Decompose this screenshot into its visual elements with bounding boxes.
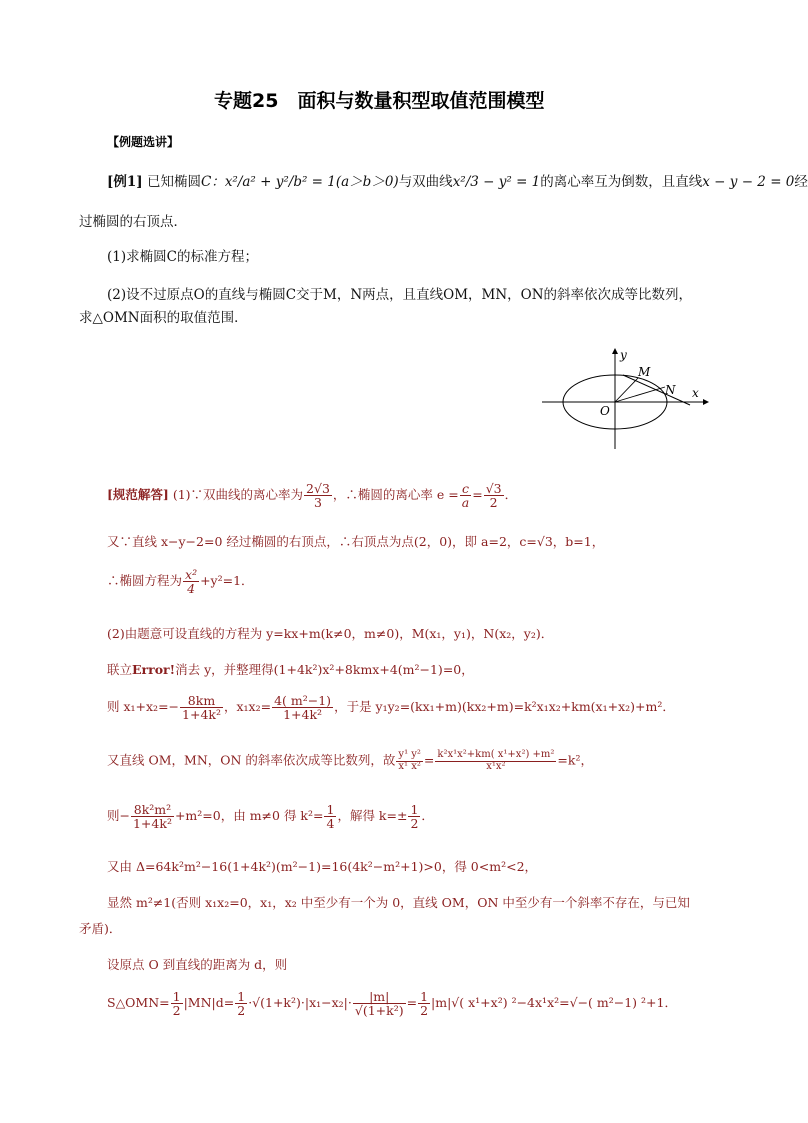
solution-line-4: (2)由题意可设直线的方程为 y=kx+m(k≠0，m≠0)，M(x₁，y₁)，N(x₂，y₂)． — [107, 626, 554, 641]
example-text-h: 经 — [794, 174, 808, 190]
solution-line-6: 则 x₁+x₂=− $\frac{8km}{\text{1+4k²}}$ ，x₁x₂= $\frac{\text{4( m²−1)}}{\text{1+4k²}}$ ，于是 y₁y₂=(kx₁+m)(kx₂+m)=k²x₁x₂+km(x₁+x₂)+m²． — [107, 693, 675, 723]
label-x: x — [692, 386, 699, 400]
label-o: O — [600, 404, 610, 418]
line-equation: x − y − 2 = 0 — [702, 174, 795, 190]
fraction: $\frac{c}{a}$ — [461, 481, 470, 511]
solution-line-8: 则− $\frac{\text{8k²m²}}{\text{1+4k²}}$ +m²=0，由 m≠0 得 k²= $\frac{1}{4}$ ，解得 k=± $\frac{1}{2}$ ． — [107, 802, 434, 832]
error-text: Error! — [132, 662, 176, 677]
fraction: $\frac{1}{2}$ — [172, 989, 181, 1019]
example-label: [例1] — [107, 174, 143, 190]
fraction: $\frac{1}{2}$ — [410, 802, 419, 832]
fraction: $\frac{\text{8k²m²}}{\text{1+4k²}}$ — [132, 802, 172, 832]
solution-line-5: 联立Error!消去 y，并整理得(1+4k²)x²+8kmx+4(m²−1)=0， — [107, 662, 474, 677]
example-text-b: C： — [200, 174, 225, 190]
solution-line-9: 又由 Δ=64k²m²−16(1+4k²)(m²−1)=16(4k²−m²+1)>0，得 0<m²<2， — [107, 859, 538, 874]
solution-line-11: 矛盾)． — [79, 921, 122, 936]
question-2-line-1: (2)设不过原点O的直线与椭圆C交于M，N两点，且直线OM，MN，ON的斜率依次成等比数列， — [107, 287, 693, 303]
solution-line-7: 又直线 OM，MN，ON 的斜率依次成等比数列，故 $\frac{\text{y¹ y²}}{\text{x¹ x²}}$ = $\frac{\text{k²x¹x²+km( x¹+x²) +m²}}{\text{x¹x²}}$ =k²， — [107, 749, 593, 772]
solution-line-2: 又∵直线 x−y−2=0 经过椭圆的右顶点，∴右顶点为点(2，0)，即 a=2，c=√3，b=1， — [107, 534, 605, 549]
fraction: $\frac{2√3}{3}$ — [306, 481, 330, 511]
fraction: $\frac{8km}{\text{1+4k²}}$ — [182, 693, 221, 723]
example-text-f: 的离心率互为倒数，且直线 — [540, 174, 703, 190]
question-1: (1)求椭圆C的标准方程； — [107, 249, 258, 265]
solution-text: ，∴椭圆的离心率 e = — [332, 487, 459, 503]
solution-label: [规范解答] — [107, 487, 169, 503]
fraction: $\frac{√3}{2}$ — [485, 481, 502, 511]
fraction: $\frac{\text{k²x¹x²+km( x¹+x²) +m²}}{\text{x¹x²}}$ — [437, 749, 555, 772]
label-y: y — [620, 348, 627, 362]
label-n: N — [665, 383, 676, 397]
example-text-d: 与双曲线 — [398, 174, 453, 190]
solution-line-13: S△OMN= $\frac{1}{2}$ |MN|d= $\frac{1}{2}$ ·√(1+k²)·|x₁−x₂|· $\frac{|m|}{\text{√(1+k²)}}$ = $\frac{1}{2}$ |m|√( x¹+x²) ²−4x¹x²=√−( m²−1) ²+1． — [107, 989, 677, 1019]
example-text-a: 已知椭圆 — [146, 174, 201, 190]
page-title: 专题25 面积与数量积型取值范围模型 — [214, 90, 545, 112]
question-2-line-2: 求△OMN面积的取值范围． — [79, 310, 248, 326]
fraction: $\frac{\text{y¹ y²}}{\text{x¹ x²}}$ — [398, 749, 421, 772]
solution-line-10: 显然 m²≠1(否则 x₁x₂=0，x₁，x₂ 中至少有一个为 0，直线 OM，ON 中至少有一个斜率不存在，与已知 — [107, 895, 690, 910]
fraction: $\frac{\text{x²}}{4}$ — [185, 567, 198, 597]
ellipse-equation: x²/a² + y²/b² = 1(a＞b＞0) — [224, 174, 399, 190]
label-m: M — [638, 365, 651, 379]
fraction: $\frac{1}{2}$ — [237, 989, 246, 1019]
fraction: $\frac{1}{2}$ — [420, 989, 429, 1019]
solution-line-12: 设原点 O 到直线的距离为 d，则 — [107, 957, 288, 972]
fraction: $\frac{\text{4( m²−1)}}{\text{1+4k²}}$ — [274, 693, 332, 723]
example-line-1 — [107, 170, 808, 190]
solution-text: (1)∵双曲线的离心率为 — [172, 487, 304, 503]
ellipse-figure — [540, 345, 715, 455]
solution-line-1: [规范解答] (1)∵双曲线的离心率为 $\frac{2√3}{3}$ ，∴椭圆的离心率 e = $\frac{c}{a}$ = $\frac{√3}{2}$ ． — [107, 481, 518, 511]
fraction: $\frac{1}{4}$ — [326, 802, 335, 832]
solution-line-3: ∴椭圆方程为 $\frac{\text{x²}}{4}$ +y²=1． — [107, 567, 254, 597]
example-line-2: 过椭圆的右顶点． — [79, 214, 187, 230]
hyperbola-equation: x²/3 − y² = 1 — [452, 174, 541, 190]
section-label: 【例题选讲】 — [107, 135, 180, 149]
fraction: $\frac{|m|}{\text{√(1+k²)}}$ — [354, 989, 404, 1019]
